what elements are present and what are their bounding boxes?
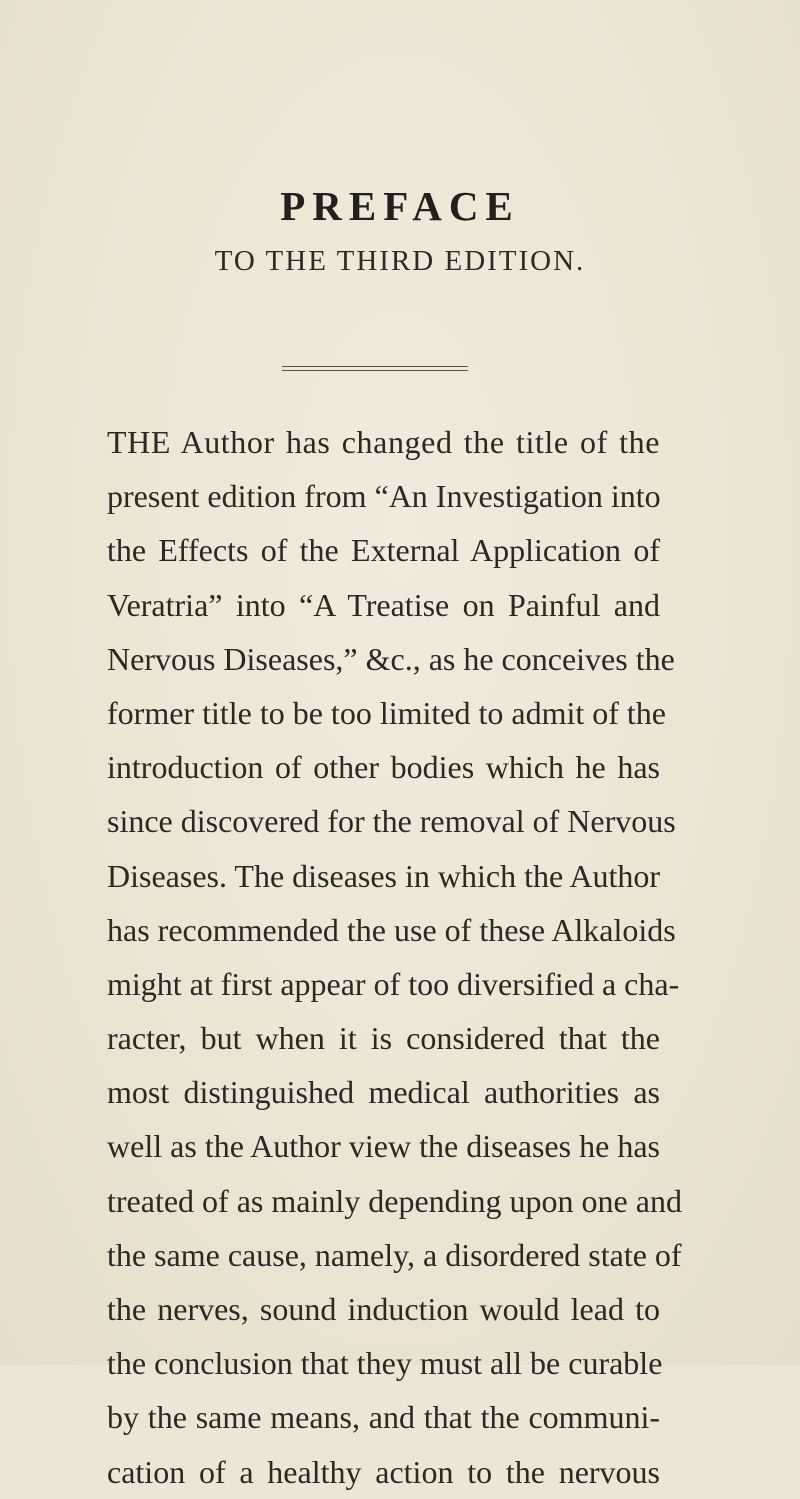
text-line: the nerves, sound induction would lead to <box>107 1291 660 1327</box>
preface-paragraph <box>107 415 682 1499</box>
text-line: most distinguished medical authorities as <box>107 1074 660 1111</box>
text-line: racter, but when it is considered that the <box>107 1020 660 1057</box>
text-line: since discovered for the removal of Nervous <box>107 803 676 840</box>
text-line: might at first appear of too diversified a cha- <box>107 965 680 1002</box>
text-line: well as the Author view the diseases he has <box>107 1128 660 1165</box>
text-line: present edition from “An Investigation into <box>107 478 661 515</box>
page-title: PREFACE <box>280 183 520 229</box>
text-line: by the same means, and that the communi- <box>107 1399 660 1436</box>
text-line: Nervous Diseases,” &c., as he conceives the <box>107 640 675 677</box>
text-line: former title to be too limited to admit of the <box>107 694 666 731</box>
text-line: the conclusion that they must all be curable <box>107 1345 663 1382</box>
text-line: Diseases. The diseases in which the Author <box>107 857 661 894</box>
text-line: Veratria” into “A Treatise on Painful and <box>107 586 660 623</box>
decorative-rule <box>282 366 468 371</box>
text-line: THE Author has changed the title of the <box>107 424 660 460</box>
text-line: treated of as mainly depending upon one and <box>107 1182 682 1219</box>
text-line: introduction of other bodies which he has <box>107 749 660 786</box>
text-line: the Effects of the External Application of <box>107 532 660 569</box>
text-line: has recommended the use of these Alkaloids <box>107 911 676 948</box>
text-line: the same cause, namely, a disordered state of <box>107 1236 682 1273</box>
page-subtitle: TO THE THIRD EDITION. <box>214 245 586 277</box>
text-line: cation of a healthy action to the nervous <box>107 1453 660 1490</box>
